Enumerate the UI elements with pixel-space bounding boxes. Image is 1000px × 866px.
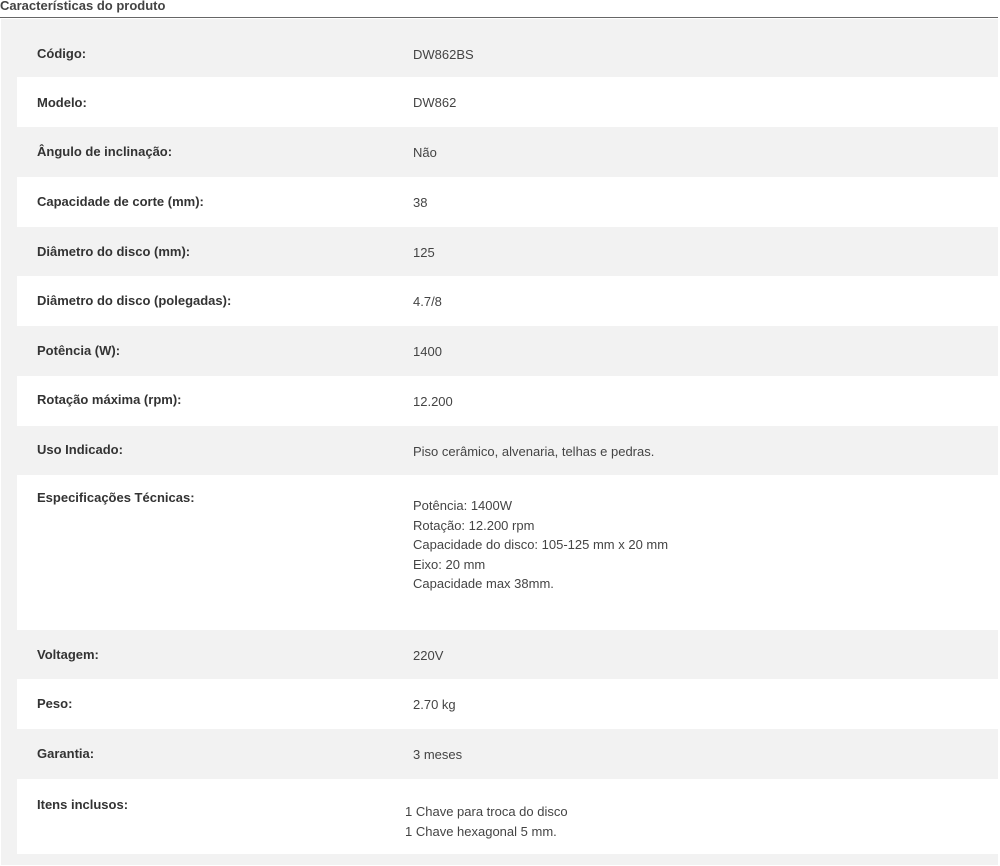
section-title: Características do produto [0, 0, 998, 18]
spec-line: 1 Chave hexagonal 5 mm. [405, 823, 557, 839]
spec-label: Rotação máxima (rpm): [37, 392, 182, 407]
spec-row-diametro-pol [17, 276, 998, 326]
spec-label: Modelo: [37, 95, 87, 110]
spec-line: Rotação: 12.200 rpm [413, 517, 535, 533]
spec-value: 220V [413, 648, 444, 663]
spec-row-codigo [17, 29, 998, 77]
spec-row-capacidade-corte [17, 177, 998, 227]
spec-row-uso-indicado [17, 426, 998, 475]
spec-value-multiline [413, 496, 668, 594]
spec-label: Diâmetro do disco (polegadas): [37, 293, 232, 308]
spec-row-angulo [17, 127, 998, 177]
spec-line: Eixo: 20 mm [413, 556, 486, 572]
spec-row-potencia [17, 326, 998, 376]
spec-line: Capacidade do disco: 105-125 mm x 20 mm [413, 537, 669, 552]
spec-value: DW862BS [413, 47, 474, 62]
spec-value: 125 [413, 245, 435, 260]
spec-row-voltagem [17, 630, 998, 679]
spec-value: Piso cerâmico, alvenaria, telhas e pedras. [413, 444, 655, 459]
spec-row-peso [17, 679, 998, 729]
spec-line: 1 Chave para troca do disco [405, 804, 568, 819]
spec-label: Capacidade de corte (mm): [37, 194, 204, 209]
spec-value: 38 [413, 195, 428, 210]
spec-value: 2.70 kg [413, 697, 456, 712]
spec-value: DW862 [413, 95, 457, 110]
spec-value-multiline [405, 802, 568, 841]
specs-table [1, 19, 998, 865]
spec-label: Itens inclusos: [37, 797, 129, 812]
spec-label: Código: [37, 46, 87, 61]
spec-label: Uso Indicado: [37, 442, 123, 457]
spec-row-diametro-mm [17, 227, 998, 276]
spec-row-garantia [17, 729, 998, 779]
spec-row-especificacoes [17, 475, 998, 630]
spec-label: Peso: [37, 696, 73, 711]
spec-label: Garantia: [37, 746, 95, 761]
spec-row-itens-inclusos [17, 779, 998, 854]
spec-label: Diâmetro do disco (mm): [37, 244, 191, 259]
spec-label: Especificações Técnicas: [37, 490, 195, 505]
spec-row-modelo [17, 77, 998, 127]
spec-value: 3 meses [413, 747, 463, 762]
spec-value: 1400 [413, 344, 442, 359]
spec-value: 12.200 [413, 394, 453, 409]
spec-value: Não [413, 145, 437, 160]
spec-label: Potência (W): [37, 343, 121, 358]
spec-line: Capacidade max 38mm. [413, 576, 554, 591]
spec-row-rotacao [17, 376, 998, 426]
spec-label: Ângulo de inclinação: [37, 144, 173, 159]
spec-value: 4.7/8 [413, 294, 442, 309]
spec-line: Potência: 1400W [413, 498, 513, 513]
spec-label: Voltagem: [37, 647, 99, 662]
